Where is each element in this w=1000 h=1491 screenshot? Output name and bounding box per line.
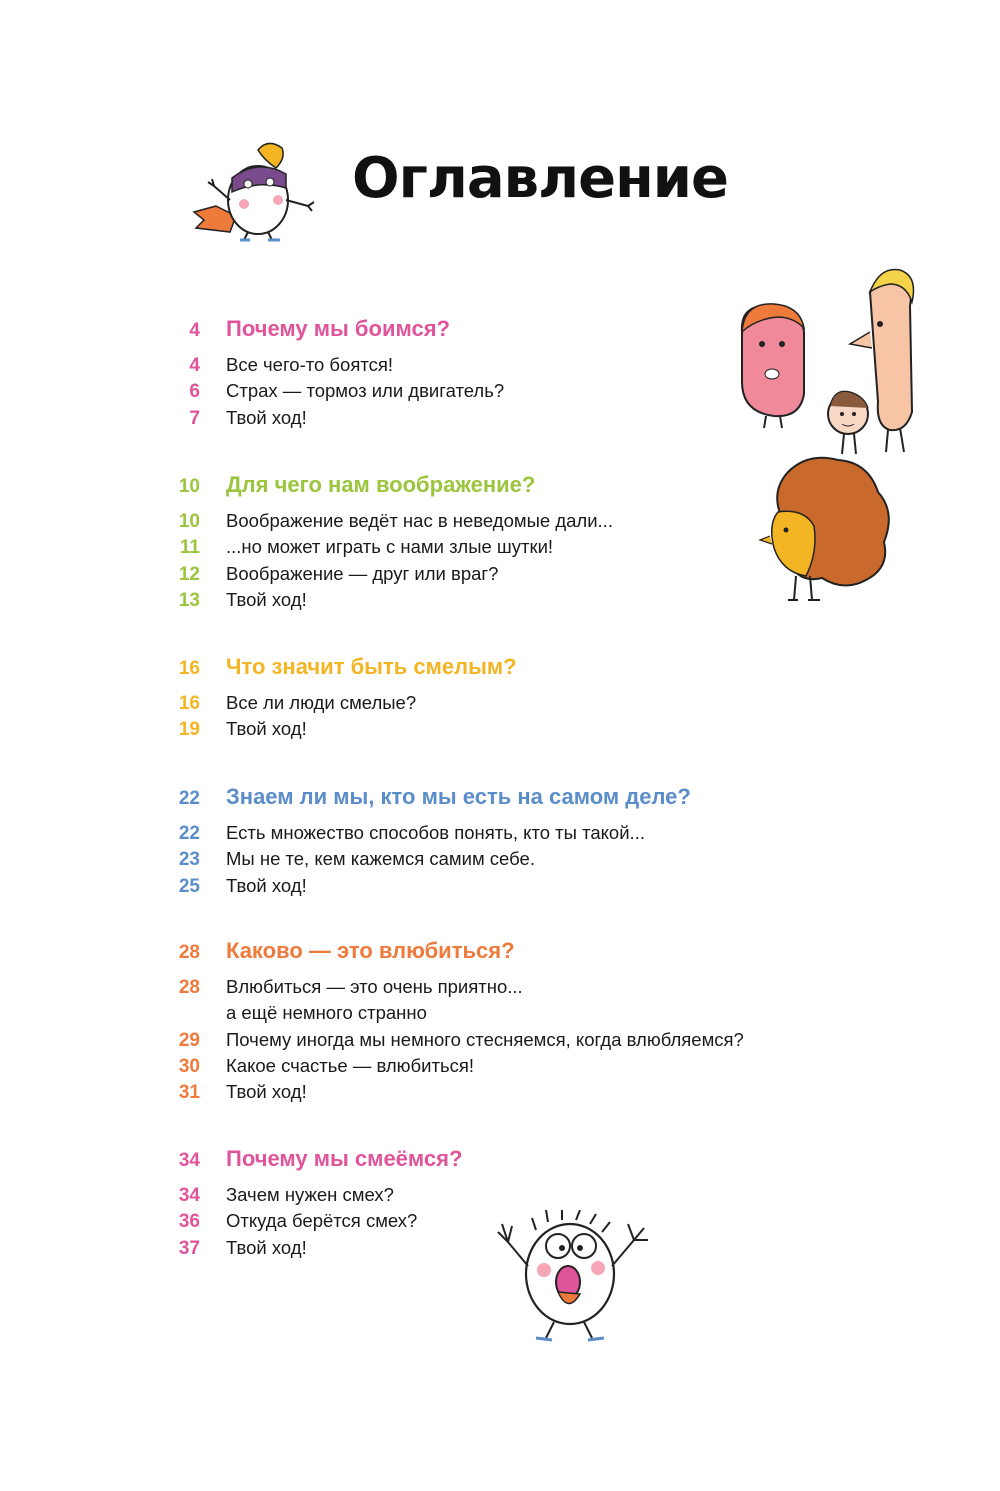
entry-title: а ещё немного странно: [226, 1002, 427, 1024]
toc-entry[interactable]: [160, 563, 860, 589]
toc-entry[interactable]: [160, 1055, 860, 1081]
toc-section-courage: [160, 652, 860, 745]
entry-page-number: 34: [178, 1185, 200, 1206]
masked-hero-icon: [186, 128, 326, 243]
toc-section-laughter: [160, 1144, 860, 1263]
entry-page-number: 28: [178, 977, 200, 998]
entry-page-number: 29: [178, 1029, 200, 1051]
toc-entry[interactable]: [160, 718, 860, 744]
entry-page-number: 11: [179, 537, 200, 559]
section-title: Почему мы боимся?: [226, 316, 450, 341]
entry-page-number: 36: [178, 1211, 200, 1233]
entry-page-number: 7: [189, 407, 200, 429]
toc-entry[interactable]: [160, 848, 860, 874]
entry-title: Твой ход!: [226, 1081, 307, 1103]
section-heading[interactable]: [160, 936, 860, 970]
section-title: Что значит быть смелым?: [226, 654, 517, 679]
entry-title: Страх — тормоз или двигатель?: [226, 380, 505, 402]
entry-page-number: 6: [189, 381, 200, 403]
entry-page-number: 23: [178, 849, 200, 871]
section-heading[interactable]: [160, 314, 860, 348]
section-title: Для чего нам воображение?: [226, 472, 536, 497]
toc-section-imagination: [160, 470, 860, 615]
entry-title: Твой ход!: [226, 718, 307, 740]
section-page-number: 22: [178, 788, 200, 809]
toc-entry[interactable]: [160, 1210, 860, 1236]
toc-entry[interactable]: [160, 380, 860, 406]
entry-page-number: 19: [178, 719, 200, 741]
entry-title: Почему иногда мы немного стесняемся, когда влюбляемся?: [226, 1028, 744, 1050]
entry-title: Твой ход!: [226, 1236, 307, 1258]
section-page-number: 16: [178, 658, 200, 679]
entry-title: Мы не те, кем кажемся самим себе.: [226, 848, 535, 870]
toc-entry[interactable]: [160, 1081, 860, 1107]
section-page-number: 10: [178, 476, 200, 497]
entry-title: Влюбиться — это очень приятно...: [226, 976, 523, 997]
toc-section-love: [160, 936, 860, 1107]
section-title: Почему мы смеёмся?: [226, 1146, 463, 1171]
entry-page-number: 25: [178, 875, 200, 897]
toc-section-fear: [160, 314, 860, 433]
section-page-number: 28: [178, 942, 200, 963]
entry-title: Твой ход!: [226, 588, 307, 610]
section-title: Каково — это влюбиться?: [226, 938, 515, 963]
page-title: Оглавление: [352, 146, 729, 211]
toc-entry[interactable]: [160, 822, 860, 848]
entry-page-number: 16: [178, 693, 200, 714]
entry-page-number: 22: [178, 823, 200, 844]
toc-entry[interactable]: [160, 875, 860, 901]
entry-title: Воображение — друг или враг?: [226, 562, 499, 584]
toc-entry[interactable]: [160, 692, 860, 718]
entry-page-number: 31: [178, 1082, 200, 1104]
entry-page-number: 4: [189, 355, 200, 376]
entry-title: Твой ход!: [226, 406, 307, 428]
toc-entry[interactable]: [160, 1184, 860, 1210]
toc-entry[interactable]: [160, 1029, 860, 1055]
toc-entry[interactable]: [160, 510, 860, 536]
section-page-number: 4: [189, 320, 200, 341]
section-heading[interactable]: [160, 782, 860, 816]
entry-title: Твой ход!: [226, 874, 307, 896]
entry-title: Все чего-то боятся!: [226, 354, 394, 375]
toc-entry[interactable]: [160, 589, 860, 615]
toc-section-identity: [160, 782, 860, 901]
entry-page-number: 13: [178, 589, 200, 611]
entry-title: Зачем нужен смех?: [226, 1184, 394, 1205]
section-heading[interactable]: [160, 652, 860, 686]
toc-entry-continuation: [160, 1002, 860, 1028]
entry-page-number: 37: [178, 1237, 200, 1259]
entry-page-number: 30: [178, 1055, 200, 1077]
section-heading[interactable]: [160, 1144, 860, 1178]
toc-entry[interactable]: [160, 976, 860, 1002]
entry-page-number: 10: [178, 511, 200, 532]
toc-entry[interactable]: [160, 536, 860, 562]
section-page-number: 34: [178, 1150, 200, 1171]
entry-title: Откуда берётся смех?: [226, 1210, 418, 1232]
entry-title: Какое счастье — влюбиться!: [226, 1054, 475, 1076]
entry-title: Воображение ведёт нас в неведомые дали...: [226, 510, 613, 531]
entry-page-number: 12: [178, 563, 200, 585]
section-heading[interactable]: [160, 470, 860, 504]
entry-title: ...но может играть с нами злые шутки!: [226, 536, 554, 558]
entry-title: Есть множество способов понять, кто ты такой...: [226, 822, 645, 843]
toc-entry[interactable]: [160, 1237, 860, 1263]
entry-title: Все ли люди смелые?: [226, 692, 417, 713]
section-title: Знаем ли мы, кто мы есть на самом деле?: [226, 784, 691, 809]
toc-entry[interactable]: [160, 407, 860, 433]
toc-entry[interactable]: [160, 354, 860, 380]
